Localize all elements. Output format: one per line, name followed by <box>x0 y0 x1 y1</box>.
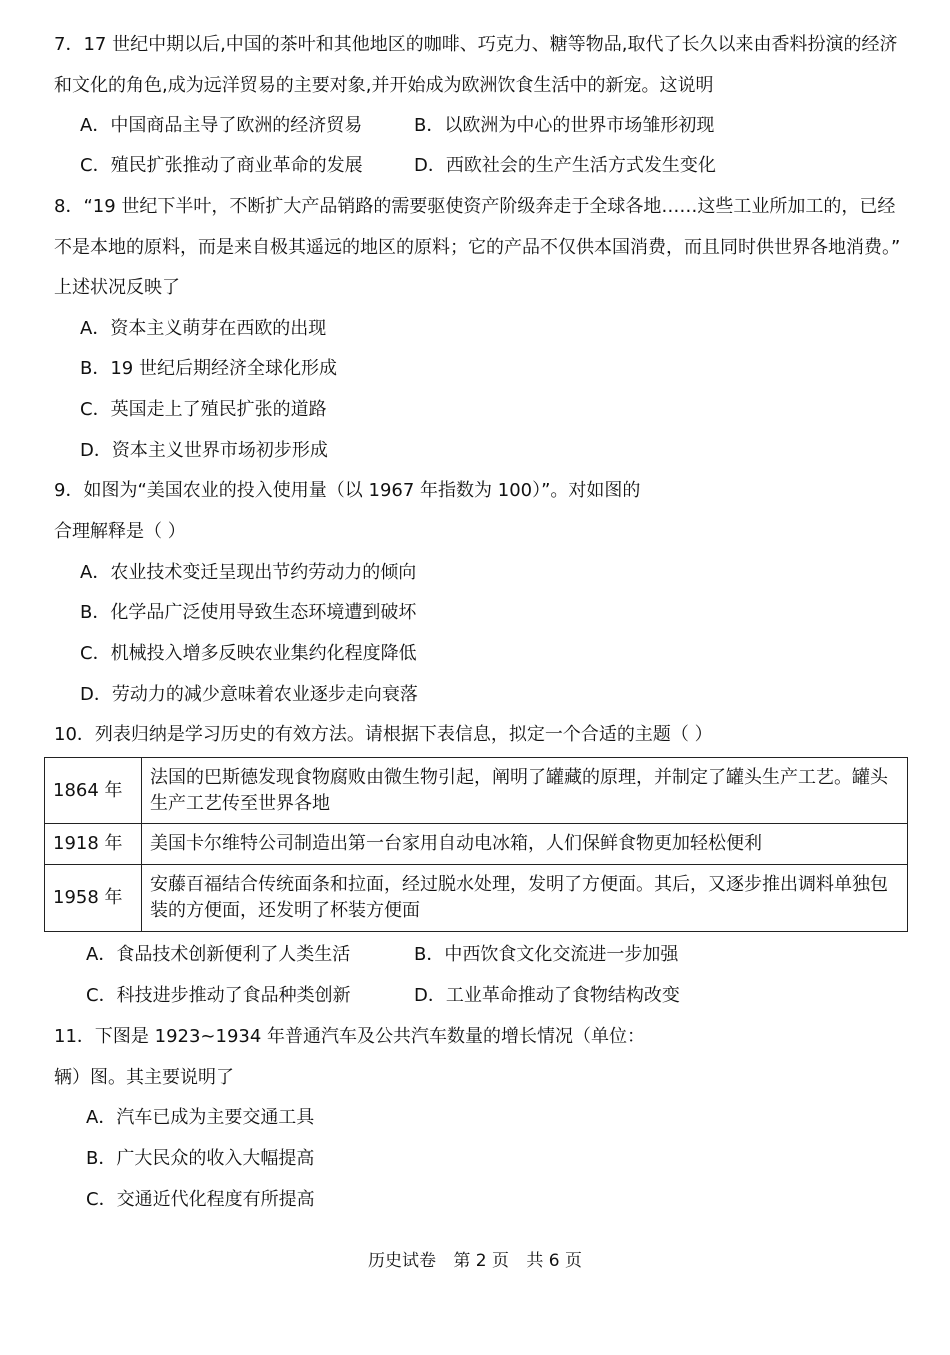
q11-option-c[interactable]: C．交通近代化程度有所提高 <box>86 1189 315 1210</box>
q7-option-c[interactable]: C．殖民扩张推动了商业革命的发展 <box>80 155 363 176</box>
q11-stem-line2: 辆）图。其主要说明了 <box>54 1067 234 1088</box>
q7-stem-line2: 和文化的角色,成为远洋贸易的主要对象,并开始成为欧洲饮食生活中的新宠。这说明 <box>54 75 714 96</box>
q8-option-b[interactable]: B．19 世纪后期经济全球化形成 <box>80 358 337 379</box>
q9-option-d[interactable]: D．劳动力的减少意味着农业逐步走向衰落 <box>80 684 418 705</box>
q7-option-b[interactable]: B．以欧洲为中心的世界市场雏形初现 <box>414 115 715 136</box>
table-event-cell: 法国的巴斯德发现食物腐败由微生物引起，阐明了罐藏的原理，并制定了罐头生产工艺。罐头生产工艺传至世界各地 <box>142 758 908 824</box>
q9-stem-line2: 合理解释是（ ） <box>54 521 186 542</box>
footer-page-number: 第 2 页 <box>453 1251 509 1271</box>
q8-option-c[interactable]: C．英国走上了殖民扩张的道路 <box>80 399 327 420</box>
table-year-cell: 1918 年 <box>45 824 142 865</box>
q8-stem-line1: 8．“19 世纪下半叶，不断扩大产品销路的需要驱使资产阶级奔走于全球各地……这些工业所加工的，已经 <box>54 196 896 217</box>
q11-option-a[interactable]: A．汽车已成为主要交通工具 <box>86 1107 315 1128</box>
q9-stem-line1: 9．如图为“美国农业的投入使用量（以 1967 年指数为 100）”。对如图的 <box>54 480 641 501</box>
q10-option-a[interactable]: A．食品技术创新便利了人类生活 <box>86 944 351 965</box>
table-row <box>45 865 908 932</box>
q10-stem: 10．列表归纳是学习历史的有效方法。请根据下表信息，拟定一个合适的主题（ ） <box>54 724 713 745</box>
table-event-cell: 安藤百福结合传统面条和拉面，经过脱水处理，发明了方便面。其后，又逐步推出调料单独包装的方便面，还发明了杯装方便面 <box>142 865 908 932</box>
q8-stem-line3: 上述状况反映了 <box>54 277 180 298</box>
page-footer <box>0 1246 950 1271</box>
table-event-cell: 美国卡尔维特公司制造出第一台家用自动电冰箱，人们保鲜食物更加轻松便利 <box>142 824 908 865</box>
q7-stem-line1: 7．17 世纪中期以后,中国的茶叶和其他地区的咖啡、巧克力、糖等物品,取代了长久以来由香料扮演的经济 <box>54 34 898 55</box>
q7-option-d[interactable]: D．西欧社会的生产生活方式发生变化 <box>414 155 716 176</box>
q9-option-c[interactable]: C．机械投入增多反映农业集约化程度降低 <box>80 643 417 664</box>
q8-stem-line2: 不是本地的原料，而是来自极其遥远的地区的原料；它的产品不仅供本国消费，而且同时供世界各地消费。” <box>54 237 901 258</box>
q9-option-a[interactable]: A．农业技术变迁呈现出节约劳动力的倾向 <box>80 562 417 583</box>
q10-option-c[interactable]: C．科技进步推动了食品种类创新 <box>86 985 351 1006</box>
table-row <box>45 824 908 865</box>
q10-info-table <box>44 757 908 932</box>
q11-option-b[interactable]: B．广大民众的收入大幅提高 <box>86 1148 315 1169</box>
q10-option-b[interactable]: B．中西饮食文化交流进一步加强 <box>414 944 679 965</box>
q8-option-d[interactable]: D．资本主义世界市场初步形成 <box>80 440 328 461</box>
q11-stem-line1: 11．下图是 1923~1934 年普通汽车及公共汽车数量的增长情况（单位： <box>54 1026 646 1047</box>
q7-option-a[interactable]: A．中国商品主导了欧洲的经济贸易 <box>80 115 363 136</box>
footer-total-pages: 共 6 页 <box>526 1251 583 1271</box>
table-year-cell: 1864 年 <box>45 758 142 824</box>
q10-option-d[interactable]: D．工业革命推动了食物结构改变 <box>414 985 680 1006</box>
footer-subject: 历史试卷 <box>367 1251 436 1271</box>
table-row <box>45 758 908 824</box>
q9-option-b[interactable]: B．化学品广泛使用导致生态环境遭到破坏 <box>80 602 417 623</box>
table-year-cell: 1958 年 <box>45 865 142 932</box>
q8-option-a[interactable]: A．资本主义萌芽在西欧的出现 <box>80 318 327 339</box>
